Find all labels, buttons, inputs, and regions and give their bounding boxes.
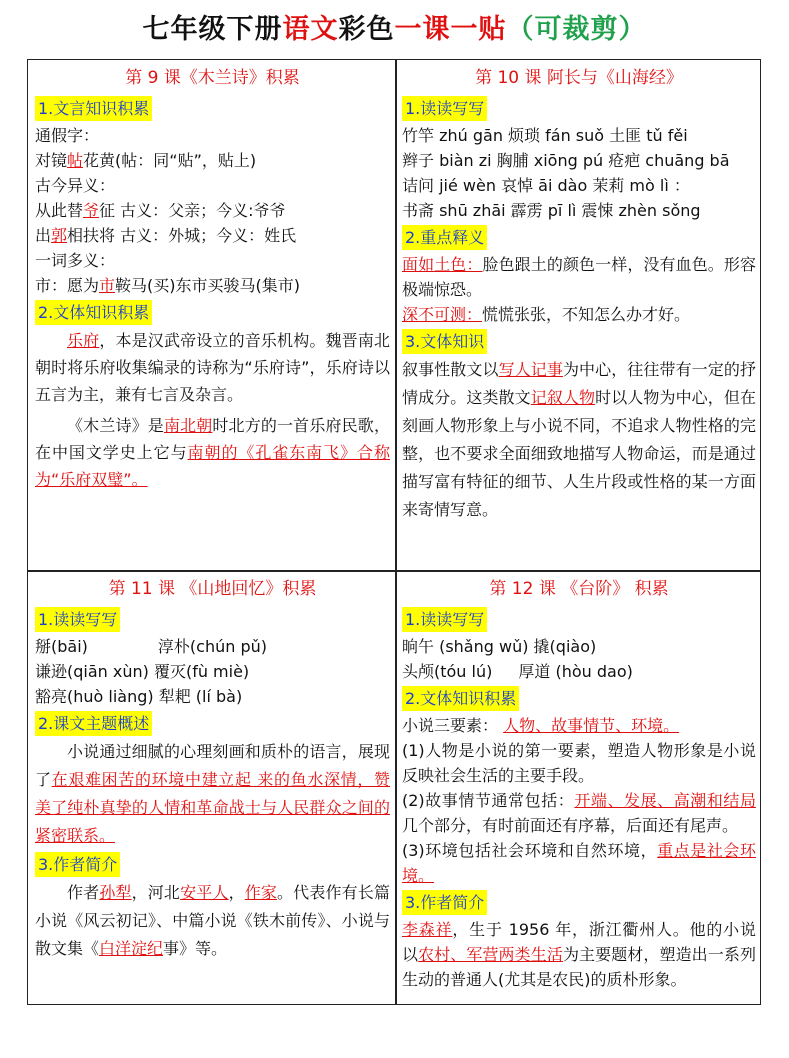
definition: 深不可测：慌慌张张，不知怎么办才好。 — [402, 305, 691, 324]
lesson-11-card — [35, 573, 390, 963]
element-2: (2)故事情节通常包括：开端、发展、高潮和结局几个部分，有时前面还有序幕，后面还有尾声。 — [402, 791, 756, 835]
section-label: 2.重点释义 — [402, 225, 487, 250]
section-label: 1.文言知识积累 — [35, 96, 152, 121]
word-line: 书斋 shū zhāi 霹雳 pī lì 震悚 zhèn sǒng — [402, 201, 701, 220]
author-paragraph: 作者孙犁，河北安平人，作家。代表作有长篇小说《风云初记》、中篇小说《铁木前传》、小说与散文集《白洋淀纪事》等。 — [35, 883, 390, 958]
word-line: 竹竿 zhú gān 烦琐 fán suǒ 土匪 tǔ fěi — [402, 126, 688, 145]
mulan-paragraph: 《木兰诗》是南北朝时北方的一首乐府民歌，在中国文学史上它与南朝的《孔雀东南飞》合称为“乐府双璧”。 — [35, 416, 390, 489]
tongjia-label: 通假字： — [35, 126, 100, 145]
gujin-label: 古今异义： — [35, 176, 116, 195]
page-title: 七年级下册语文彩色一课一贴（可裁剪） — [142, 14, 647, 45]
word-line: 诘问 jié wèn 哀悼 āi dào 茉莉 mò lì ： — [402, 176, 690, 195]
section-label: 1.读读写写 — [402, 607, 487, 632]
lesson-12-heading: 第 12 课 《台阶》 积累 — [489, 579, 669, 599]
section-label: 3.文体知识 — [402, 329, 487, 354]
lesson-10-heading: 第 10 课 阿长与《山海经》 — [475, 68, 683, 88]
section-label: 1.读读写写 — [402, 96, 487, 121]
lesson-10-card — [402, 62, 756, 524]
section-label: 3.作者简介 — [35, 852, 120, 877]
theme-paragraph: 小说通过细腻的心理刻画和质朴的语言，展现了在艰难困苦的环境中建立起 来的鱼水深情，赞美了纯朴真挚的人情和革命战士与人民群众之间的紧密联系。 — [35, 742, 390, 845]
word-line: 辫子 biàn zi 胸脯 xiōng pú 疮疤 chuāng bā — [402, 151, 730, 170]
word-line: 谦逊(qiān xùn) 覆灭(fù miè) — [35, 662, 250, 681]
tongjia-line: 对镜帖花黄(帖：同“贴”，贴上) — [35, 151, 257, 170]
lesson-11-heading: 第 11 课 《山地回忆》积累 — [108, 579, 317, 599]
word-line: 头颅(tóu lú) 厚道 (hòu dao) — [402, 662, 633, 681]
author-paragraph: 李森祥，生于 1956 年，浙江衢州人。他的小说以农村、军营两类生活为主要题材，塑造出一系列生动的普通人(尤其是农民)的质朴形象。 — [402, 920, 756, 989]
gujin-line-1: 从此替爷征 古义：父亲；今义:爷爷 — [35, 201, 286, 220]
section-label: 2.课文主题概述 — [35, 711, 152, 736]
section-label: 2.文体知识积累 — [402, 686, 519, 711]
definition: 面如土色：脸色跟土的颜色一样，没有血色。形容极端惊恐。 — [402, 255, 756, 299]
word-line: 豁亮(huò liàng) 犁耙 (lí bà) — [35, 687, 243, 706]
lesson-9-heading: 第 9 课《木兰诗》积累 — [125, 68, 300, 88]
style-paragraph: 叙事性散文以写人记事为中心，往往带有一定的抒情成分。这类散文记叙人物时以人物为中心，但在刻画人物形象上与小说不同，不追求人物性格的完整，也不要求全面细致地描写人物命运，而是通过描写富有特征的细节、人生片段或性格的某一方面来寄情写意。 — [402, 360, 756, 519]
yici-line: 市：愿为市鞍马(买)东市买骏马(集市) — [35, 276, 301, 295]
lesson-12-card — [402, 573, 756, 992]
yuefu-paragraph: 乐府，本是汉武帝设立的音乐机构。魏晋南北朝时将乐府收集编录的诗称为“乐府诗”，乐府诗以五言为主，兼有七言及杂言。 — [35, 331, 390, 404]
section-label: 2.文体知识积累 — [35, 300, 152, 325]
section-label: 3.作者简介 — [402, 890, 487, 915]
element-1: (1)人物是小说的第一要素，塑造人物形象是小说反映社会生活的主要手段。 — [402, 741, 756, 785]
element-3: (3)环境包括社会环境和自然环境，重点是社会环境。 — [402, 841, 756, 885]
column-divider — [395, 59, 397, 1005]
word-line: 晌午 (shǎng wǔ) 撬(qiào) — [402, 637, 597, 656]
yici-label: 一词多义： — [35, 251, 116, 270]
lesson-9-card — [35, 62, 390, 493]
row-divider — [27, 570, 761, 572]
word-line: 掰(bāi) 淳朴(chún pǔ) — [35, 637, 267, 656]
gujin-line-2: 出郭相扶将 古义：外城；今义：姓氏 — [35, 226, 297, 245]
elements-line: 小说三要素： 人物、故事情节、环境。 — [402, 716, 680, 735]
section-label: 1.读读写写 — [35, 607, 120, 632]
